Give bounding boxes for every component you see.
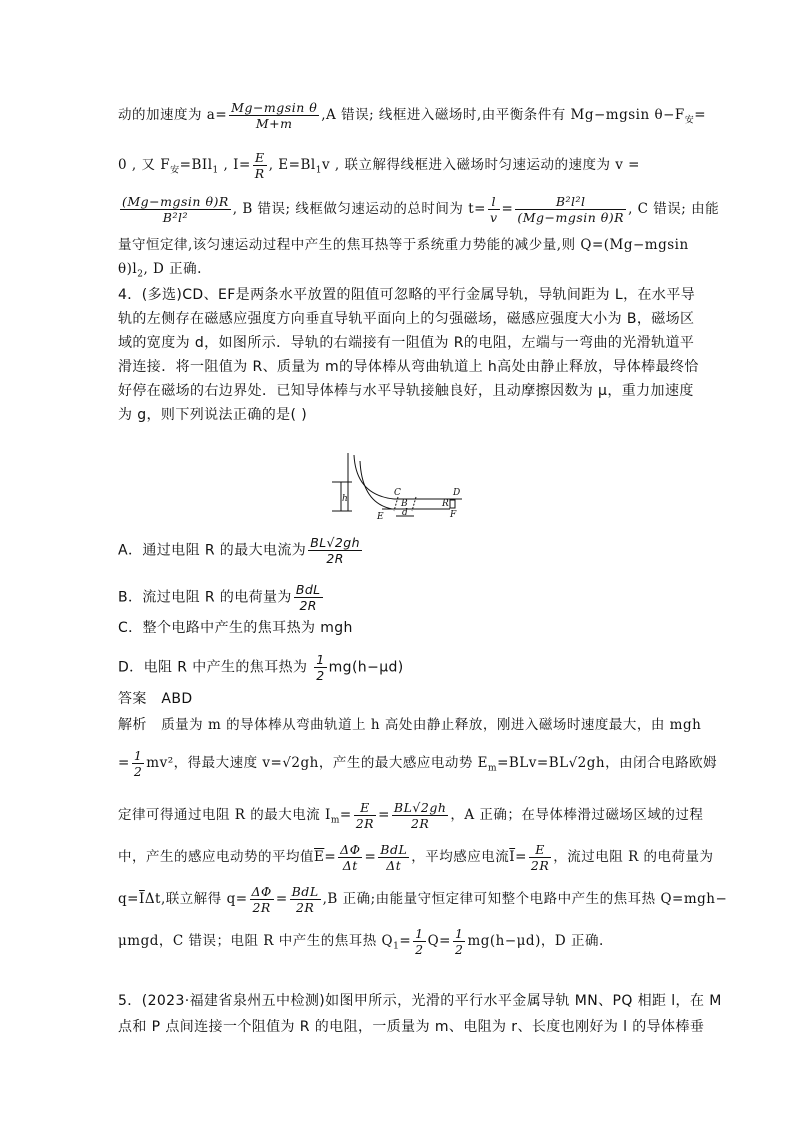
- analysis-line-1: 解析 质量为 m 的导体棒从弯曲轨道上 h 高处由静止释放，刚进入磁场时速度最大，由 mgh: [118, 717, 702, 733]
- q4-line-6: 为 g，则下列说法正确的是( ): [118, 407, 308, 423]
- analysis-line-4: 中，产生的感应电动势的平均值$\overline{E}=$ $\frac{\Delta\Phi}{\Delta t}$ = $\frac{\text{BdL}}{\Delta t}$ ，平均感应电流$\overline{I}=$ $\frac{E}{2R}$ ，流过电阻 R 的电荷量为: [118, 842, 714, 873]
- solution-line-5: $\theta)l_2$, D 正确.: [118, 261, 202, 280]
- label-f: F: [450, 510, 457, 520]
- q5-line-2: 点和 P 点间连接一个阻值为 R 的电阻，一质量为 m、电阻为 r、长度也刚好为 l 的导体棒垂: [118, 1019, 705, 1035]
- answer-line: 答案 ABD: [118, 691, 193, 707]
- solution-line-1: 动的加速度为 a= $\frac{\text{Mg−mgsin θ}}{M+m}$ ,A 错误; 线框进入磁场时,由平衡条件有 Mg−mgsin $\theta-F_安=$: [118, 100, 707, 131]
- label-d-point: D: [453, 488, 461, 498]
- q4-line-4: 滑连接．将一阻值为 R、质量为 m的导体棒从弯曲轨道上 h高处由静止释放，导体棒最终恰: [118, 359, 699, 375]
- q4-line-2: 轨的左侧存在磁感应强度方向垂直导轨平面向上的匀强磁场，磁感应强度大小为 B，磁场区: [118, 311, 695, 327]
- label-h: h: [342, 494, 348, 504]
- label-r: R: [442, 499, 449, 509]
- option-b: B．流过电阻 R 的电荷量为 $\frac{\text{BdL}}{2R}$: [118, 582, 321, 613]
- analysis-line-5: $q=\overline{I}\Delta t$,联立解得 q= $\frac{\Delta\Phi}{2R}$ = $\frac{\text{BdL}}{2R}$ ,B 正确;由能量守恒定律可知整个电路中产生的焦耳热 Q=mgh−: [118, 884, 728, 915]
- option-c: C．整个电路中产生的焦耳热为 mgh: [118, 620, 353, 636]
- label-b: B: [401, 499, 408, 509]
- analysis-line-3: 定律可得通过电阻 R 的最大电流 $I_m=$ $\frac{E}{2R}$ = $\frac{BL√2gh}{2R}$ ，A 正确；在导体棒滑过磁场区域的过程: [118, 800, 704, 831]
- label-c: C: [394, 488, 401, 498]
- solution-line-4: 量守恒定律,该匀速运动过程中产生的焦耳热等于系统重力势能的减少量,则 Q=(Mg−mgsin: [118, 237, 689, 253]
- analysis-line-6: μmgd，C 错误；电阻 R 中产生的焦耳热 $Q_1=$ $\frac{1}{2}$ Q= $\frac{1}{2}$ mg(h−μd)，D 正确.: [118, 926, 604, 957]
- solution-line-3: $\frac{\text{(Mg−mgsin θ)R}}{\text{B²l²}}$ , B 错误; 线框做匀速运动的总时间为 t= $\frac{l}{v}$ = $\frac{\text{B²l²l}}{\text{(Mg−mgsin θ)R}}$ , C 错误; 由能: [122, 194, 720, 225]
- analysis-line-2: = $\frac{1}{2}$ mv²，得最大速度 v=√2gh，产生的最大感应电动势 $E_m=BLv=BL√2gh$，由闭合电路欧姆: [118, 748, 718, 779]
- option-d: D．电阻 R 中产生的焦耳热为 $\frac{1}{2}$ mg(h−μd): [118, 652, 404, 683]
- rail-diagram: [322, 453, 472, 523]
- solution-line-2: 0 , 又 $F_安=BIl_1$ , I= $\frac{E}{R}$ , $E=Bl_1v$ , 联立解得线框进入磁场时匀速运动的速度为 v =: [118, 150, 640, 181]
- option-a: A．通过电阻 R 的最大电流为 $\frac{BL√2gh}{2R}$: [118, 535, 360, 566]
- fraction: $\frac{\text{Mg−mgsin θ}}{M+m}$: [231, 100, 318, 131]
- label-width-d: d: [402, 508, 408, 518]
- resistor: [450, 500, 455, 508]
- q4-line-3: 域的宽度为 d，如图所示．导轨的右端接有一阻值为 R的电阻，左端与一弯曲的光滑轨道平: [118, 335, 695, 351]
- label-e: E: [377, 512, 384, 522]
- q5-line-1: 5．(2023·福建省泉州五中检测)如图甲所示，光滑的平行水平金属导轨 MN、PQ 相距 l，在 M: [118, 993, 722, 1009]
- q4-line-5: 好停在磁场的右边界处．已知导体棒与水平导轨接触良好，且动摩擦因数为 μ，重力加速度: [118, 383, 694, 399]
- q4-line-1: 4．(多选)CD、EF是两条水平放置的阻值可忽略的平行金属导轨，导轨间距为 L，在水平导: [118, 287, 696, 303]
- curved-track-front: [360, 461, 392, 509]
